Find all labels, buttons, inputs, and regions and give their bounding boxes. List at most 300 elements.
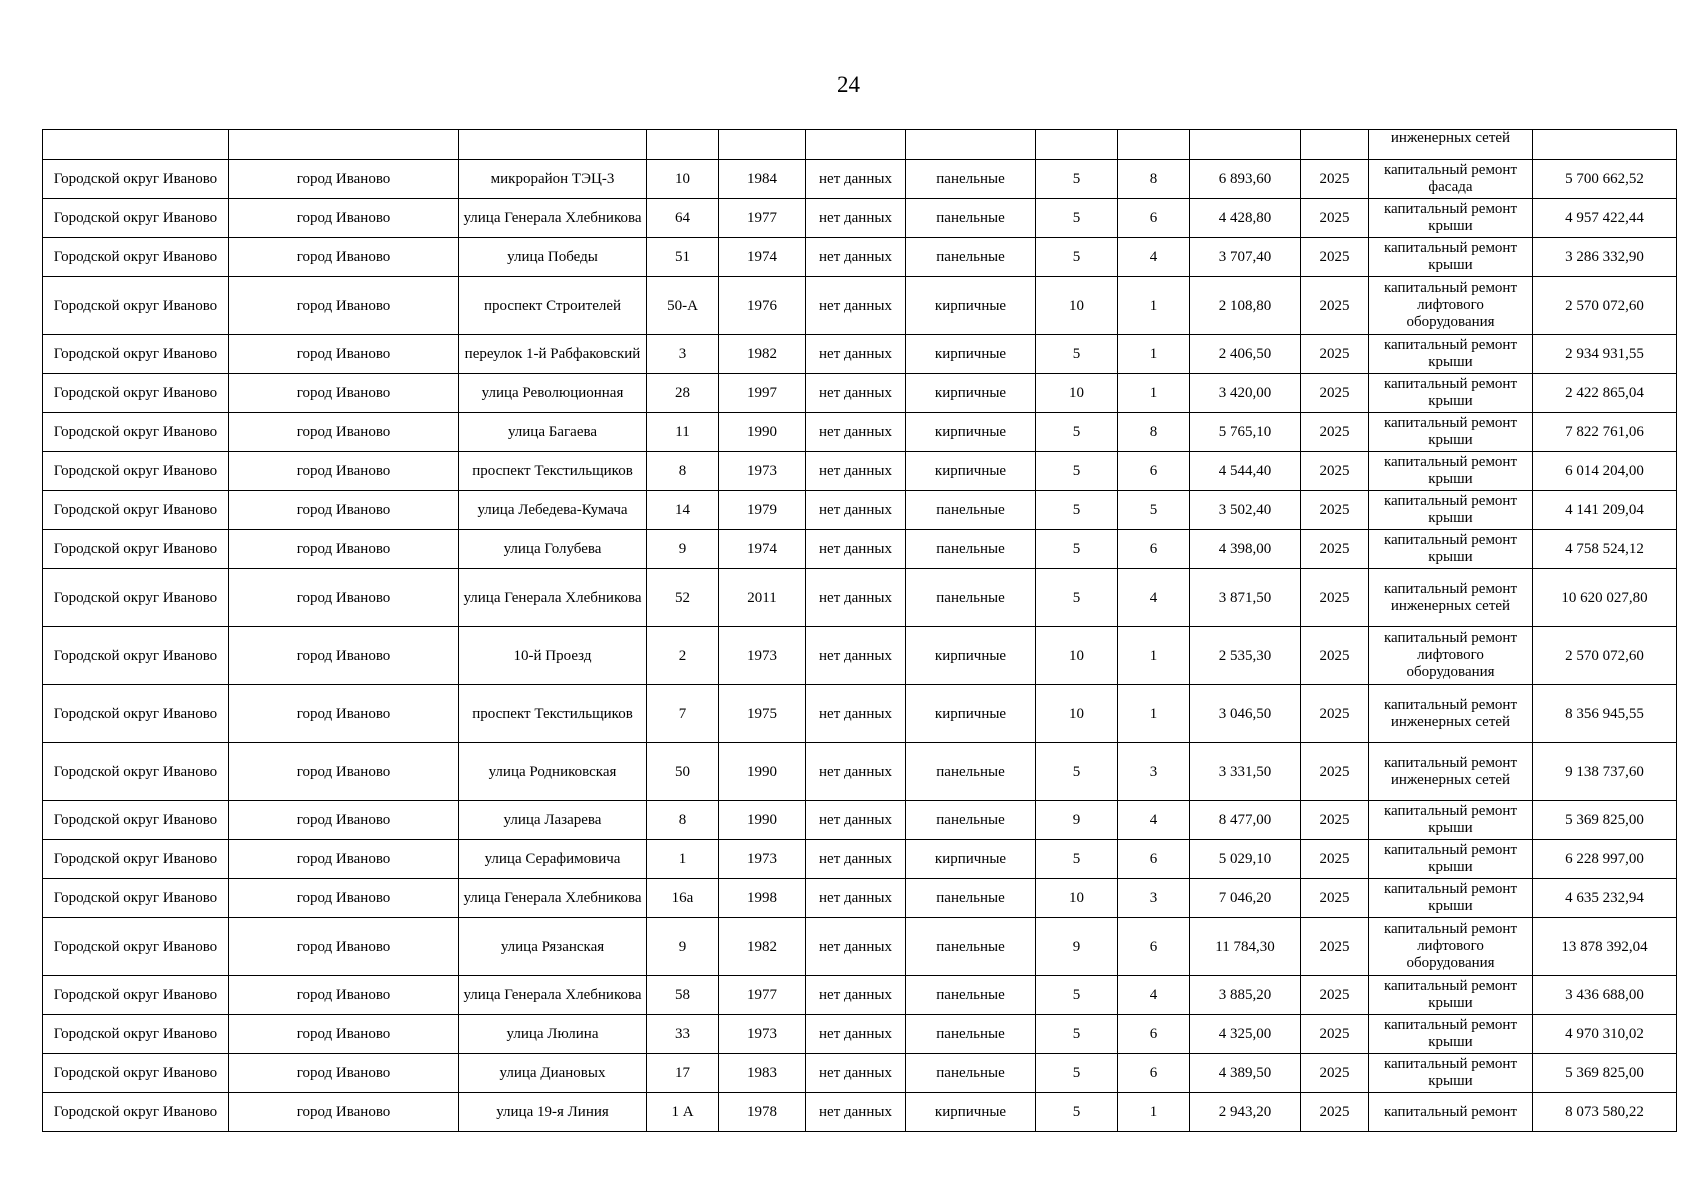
cell-status: нет данных bbox=[806, 976, 906, 1015]
cell-cost: 4 141 209,04 bbox=[1533, 491, 1677, 530]
cell-cost: 4 957 422,44 bbox=[1533, 199, 1677, 238]
cell-area: 3 871,50 bbox=[1190, 569, 1301, 627]
cell-entrances: 8 bbox=[1118, 413, 1190, 452]
cell-district: Городской округ Иваново bbox=[43, 452, 229, 491]
cell-empty bbox=[719, 130, 806, 160]
cell-material: панельные bbox=[906, 918, 1036, 976]
cell-house: 11 bbox=[647, 413, 719, 452]
cell-work-type: капитальный ремонт крыши bbox=[1369, 530, 1533, 569]
cell-city: город Иваново bbox=[229, 743, 459, 801]
cell-floors: 5 bbox=[1036, 199, 1118, 238]
cell-work-type: капитальный ремонт инженерных сетей bbox=[1369, 685, 1533, 743]
cell-plan-year: 2025 bbox=[1301, 1015, 1369, 1054]
cell-empty bbox=[229, 130, 459, 160]
cell-status: нет данных bbox=[806, 160, 906, 199]
cell-city: город Иваново bbox=[229, 976, 459, 1015]
cell-area: 4 389,50 bbox=[1190, 1054, 1301, 1093]
cell-city: город Иваново bbox=[229, 918, 459, 976]
cell-status: нет данных bbox=[806, 1093, 906, 1132]
cell-empty bbox=[43, 130, 229, 160]
cell-work-type: капитальный ремонт лифтового оборудования bbox=[1369, 918, 1533, 976]
table-row bbox=[43, 277, 1677, 335]
table-row bbox=[43, 569, 1677, 627]
table-row bbox=[43, 374, 1677, 413]
cell-year: 1997 bbox=[719, 374, 806, 413]
cell-plan-year: 2025 bbox=[1301, 976, 1369, 1015]
cell-status: нет данных bbox=[806, 1054, 906, 1093]
cell-street: улица Лазарева bbox=[459, 801, 647, 840]
cell-year: 1973 bbox=[719, 452, 806, 491]
table-row bbox=[43, 413, 1677, 452]
table-row bbox=[43, 530, 1677, 569]
cell-house: 33 bbox=[647, 1015, 719, 1054]
cell-cost: 3 286 332,90 bbox=[1533, 238, 1677, 277]
cell-material: панельные bbox=[906, 199, 1036, 238]
cell-cost: 2 570 072,60 bbox=[1533, 627, 1677, 685]
cell-material: панельные bbox=[906, 879, 1036, 918]
cell-material: панельные bbox=[906, 743, 1036, 801]
cell-district: Городской округ Иваново bbox=[43, 569, 229, 627]
cell-cost: 13 878 392,04 bbox=[1533, 918, 1677, 976]
cell-district: Городской округ Иваново bbox=[43, 238, 229, 277]
cell-area: 6 893,60 bbox=[1190, 160, 1301, 199]
cell-cost: 5 700 662,52 bbox=[1533, 160, 1677, 199]
cell-house: 8 bbox=[647, 801, 719, 840]
cell-cost: 5 369 825,00 bbox=[1533, 801, 1677, 840]
cell-street: улица Родниковская bbox=[459, 743, 647, 801]
cell-material: кирпичные bbox=[906, 627, 1036, 685]
cell-empty bbox=[647, 130, 719, 160]
cell-plan-year: 2025 bbox=[1301, 530, 1369, 569]
cell-year: 1990 bbox=[719, 413, 806, 452]
cell-plan-year: 2025 bbox=[1301, 413, 1369, 452]
cell-house: 2 bbox=[647, 627, 719, 685]
table-row bbox=[43, 627, 1677, 685]
cell-material: панельные bbox=[906, 491, 1036, 530]
table-row bbox=[43, 160, 1677, 199]
cell-empty bbox=[1190, 130, 1301, 160]
cell-floors: 5 bbox=[1036, 530, 1118, 569]
cell-city: город Иваново bbox=[229, 569, 459, 627]
cell-area: 3 331,50 bbox=[1190, 743, 1301, 801]
cell-district: Городской округ Иваново bbox=[43, 685, 229, 743]
cell-empty bbox=[459, 130, 647, 160]
cell-street: переулок 1-й Рабфаковский bbox=[459, 335, 647, 374]
cell-status: нет данных bbox=[806, 530, 906, 569]
cell-work-type: капитальный ремонт крыши bbox=[1369, 840, 1533, 879]
cell-house: 10 bbox=[647, 160, 719, 199]
cell-material: кирпичные bbox=[906, 277, 1036, 335]
cell-work-type: капитальный ремонт крыши bbox=[1369, 335, 1533, 374]
cell-year: 1978 bbox=[719, 1093, 806, 1132]
cell-entrances: 4 bbox=[1118, 801, 1190, 840]
cell-city: город Иваново bbox=[229, 1054, 459, 1093]
cell-city: город Иваново bbox=[229, 277, 459, 335]
cell-year: 1974 bbox=[719, 238, 806, 277]
cell-material: кирпичные bbox=[906, 452, 1036, 491]
cell-street: улица Лебедева-Кумача bbox=[459, 491, 647, 530]
cell-city: город Иваново bbox=[229, 801, 459, 840]
cell-street: 10-й Проезд bbox=[459, 627, 647, 685]
cell-city: город Иваново bbox=[229, 530, 459, 569]
cell-street: улица Генерала Хлебникова bbox=[459, 976, 647, 1015]
cell-city: город Иваново bbox=[229, 160, 459, 199]
cell-cost: 4 635 232,94 bbox=[1533, 879, 1677, 918]
table-row bbox=[43, 335, 1677, 374]
cell-area: 4 428,80 bbox=[1190, 199, 1301, 238]
cell-floors: 10 bbox=[1036, 627, 1118, 685]
cell-material: панельные bbox=[906, 1054, 1036, 1093]
cell-entrances: 5 bbox=[1118, 491, 1190, 530]
cell-entrances: 1 bbox=[1118, 1093, 1190, 1132]
cell-street: улица Серафимовича bbox=[459, 840, 647, 879]
cell-status: нет данных bbox=[806, 491, 906, 530]
cell-work-type: капитальный ремонт крыши bbox=[1369, 374, 1533, 413]
cell-year: 2011 bbox=[719, 569, 806, 627]
cell-district: Городской округ Иваново bbox=[43, 413, 229, 452]
cell-plan-year: 2025 bbox=[1301, 627, 1369, 685]
cell-area: 2 108,80 bbox=[1190, 277, 1301, 335]
continued-row bbox=[43, 130, 1677, 160]
cell-house: 64 bbox=[647, 199, 719, 238]
cell-material: панельные bbox=[906, 976, 1036, 1015]
cell-cost: 2 934 931,55 bbox=[1533, 335, 1677, 374]
cell-floors: 5 bbox=[1036, 743, 1118, 801]
cell-street: улица Генерала Хлебникова bbox=[459, 569, 647, 627]
cell-district: Городской округ Иваново bbox=[43, 743, 229, 801]
cell-house: 1 А bbox=[647, 1093, 719, 1132]
cell-city: город Иваново bbox=[229, 374, 459, 413]
cell-cost: 5 369 825,00 bbox=[1533, 1054, 1677, 1093]
cell-year: 1998 bbox=[719, 879, 806, 918]
cell-street: улица Багаева bbox=[459, 413, 647, 452]
cell-floors: 5 bbox=[1036, 452, 1118, 491]
cell-cost: 8 073 580,22 bbox=[1533, 1093, 1677, 1132]
cell-floors: 10 bbox=[1036, 685, 1118, 743]
cell-street: улица Люлина bbox=[459, 1015, 647, 1054]
cell-floors: 10 bbox=[1036, 374, 1118, 413]
cell-plan-year: 2025 bbox=[1301, 879, 1369, 918]
cell-city: город Иваново bbox=[229, 840, 459, 879]
cell-area: 3 885,20 bbox=[1190, 976, 1301, 1015]
cell-plan-year: 2025 bbox=[1301, 1093, 1369, 1132]
cell-work-type: капитальный ремонт крыши bbox=[1369, 413, 1533, 452]
cell-plan-year: 2025 bbox=[1301, 335, 1369, 374]
cell-city: город Иваново bbox=[229, 685, 459, 743]
cell-year: 1977 bbox=[719, 976, 806, 1015]
cell-cost: 8 356 945,55 bbox=[1533, 685, 1677, 743]
cell-material: панельные bbox=[906, 160, 1036, 199]
cell-area: 2 406,50 bbox=[1190, 335, 1301, 374]
cell-floors: 5 bbox=[1036, 491, 1118, 530]
table-row bbox=[43, 1054, 1677, 1093]
housing-repair-table bbox=[42, 129, 1677, 1132]
cell-work-type: капитальный ремонт крыши bbox=[1369, 801, 1533, 840]
cell-entrances: 6 bbox=[1118, 199, 1190, 238]
cell-status: нет данных bbox=[806, 685, 906, 743]
cell-street: улица Голубева bbox=[459, 530, 647, 569]
cell-city: город Иваново bbox=[229, 491, 459, 530]
cell-district: Городской округ Иваново bbox=[43, 530, 229, 569]
cell-street: улица Диановых bbox=[459, 1054, 647, 1093]
cell-status: нет данных bbox=[806, 840, 906, 879]
cell-house: 8 bbox=[647, 452, 719, 491]
cell-area: 3 420,00 bbox=[1190, 374, 1301, 413]
cell-entrances: 6 bbox=[1118, 1054, 1190, 1093]
cell-year: 1976 bbox=[719, 277, 806, 335]
cell-floors: 9 bbox=[1036, 918, 1118, 976]
cell-year: 1990 bbox=[719, 801, 806, 840]
cell-house: 51 bbox=[647, 238, 719, 277]
cell-entrances: 8 bbox=[1118, 160, 1190, 199]
cell-area: 3 707,40 bbox=[1190, 238, 1301, 277]
cell-area: 4 398,00 bbox=[1190, 530, 1301, 569]
cell-entrances: 4 bbox=[1118, 976, 1190, 1015]
cell-floors: 5 bbox=[1036, 335, 1118, 374]
cell-work-type: капитальный ремонт инженерных сетей bbox=[1369, 569, 1533, 627]
cell-status: нет данных bbox=[806, 918, 906, 976]
cell-area: 8 477,00 bbox=[1190, 801, 1301, 840]
cell-entrances: 6 bbox=[1118, 1015, 1190, 1054]
cell-district: Городской округ Иваново bbox=[43, 1054, 229, 1093]
table-row bbox=[43, 452, 1677, 491]
cell-entrances: 1 bbox=[1118, 374, 1190, 413]
table-row bbox=[43, 801, 1677, 840]
cell-status: нет данных bbox=[806, 879, 906, 918]
cell-district: Городской округ Иваново bbox=[43, 335, 229, 374]
cell-entrances: 3 bbox=[1118, 743, 1190, 801]
cell-empty bbox=[906, 130, 1036, 160]
cell-street: улица Победы bbox=[459, 238, 647, 277]
cell-floors: 5 bbox=[1036, 1054, 1118, 1093]
cell-street: улица 19-я Линия bbox=[459, 1093, 647, 1132]
cell-cost: 6 014 204,00 bbox=[1533, 452, 1677, 491]
cell-work-type: капитальный ремонт инженерных сетей bbox=[1369, 743, 1533, 801]
cell-house: 9 bbox=[647, 918, 719, 976]
cell-area: 3 046,50 bbox=[1190, 685, 1301, 743]
cell-district: Городской округ Иваново bbox=[43, 199, 229, 238]
cell-status: нет данных bbox=[806, 238, 906, 277]
cell-district: Городской округ Иваново bbox=[43, 840, 229, 879]
page-number: 24 bbox=[837, 72, 860, 97]
cell-district: Городской округ Иваново bbox=[43, 160, 229, 199]
cell-year: 1990 bbox=[719, 743, 806, 801]
cell-status: нет данных bbox=[806, 801, 906, 840]
cell-district: Городской округ Иваново bbox=[43, 801, 229, 840]
cell-floors: 10 bbox=[1036, 879, 1118, 918]
cell-empty bbox=[1118, 130, 1190, 160]
cell-entrances: 1 bbox=[1118, 335, 1190, 374]
cell-floors: 5 bbox=[1036, 1093, 1118, 1132]
cell-cost: 4 758 524,12 bbox=[1533, 530, 1677, 569]
cell-year: 1982 bbox=[719, 335, 806, 374]
cell-house: 52 bbox=[647, 569, 719, 627]
cell-year: 1979 bbox=[719, 491, 806, 530]
cell-work-type: капитальный ремонт крыши bbox=[1369, 491, 1533, 530]
cell-district: Городской округ Иваново bbox=[43, 1093, 229, 1132]
cell-material: панельные bbox=[906, 238, 1036, 277]
cell-empty bbox=[1301, 130, 1369, 160]
cell-street: проспект Текстильщиков bbox=[459, 685, 647, 743]
table-row bbox=[43, 879, 1677, 918]
cell-cost: 6 228 997,00 bbox=[1533, 840, 1677, 879]
cell-city: город Иваново bbox=[229, 413, 459, 452]
cell-area: 4 325,00 bbox=[1190, 1015, 1301, 1054]
cell-material: панельные bbox=[906, 1015, 1036, 1054]
cell-year: 1984 bbox=[719, 160, 806, 199]
cell-status: нет данных bbox=[806, 374, 906, 413]
cell-status: нет данных bbox=[806, 413, 906, 452]
cell-empty bbox=[806, 130, 906, 160]
table-row bbox=[43, 918, 1677, 976]
cell-house: 1 bbox=[647, 840, 719, 879]
table-body bbox=[43, 130, 1677, 1132]
cell-plan-year: 2025 bbox=[1301, 491, 1369, 530]
cell-plan-year: 2025 bbox=[1301, 918, 1369, 976]
cell-material: панельные bbox=[906, 801, 1036, 840]
table-row bbox=[43, 685, 1677, 743]
cell-street: улица Генерала Хлебникова bbox=[459, 879, 647, 918]
cell-area: 5 029,10 bbox=[1190, 840, 1301, 879]
cell-cost: 3 436 688,00 bbox=[1533, 976, 1677, 1015]
cell-entrances: 6 bbox=[1118, 918, 1190, 976]
cell-floors: 9 bbox=[1036, 801, 1118, 840]
cell-year: 1977 bbox=[719, 199, 806, 238]
cell-city: город Иваново bbox=[229, 627, 459, 685]
cell-material: кирпичные bbox=[906, 335, 1036, 374]
cell-area: 3 502,40 bbox=[1190, 491, 1301, 530]
table-row bbox=[43, 840, 1677, 879]
cell-cost: 2 422 865,04 bbox=[1533, 374, 1677, 413]
table-row bbox=[43, 1015, 1677, 1054]
cell-status: нет данных bbox=[806, 452, 906, 491]
cell-plan-year: 2025 bbox=[1301, 1054, 1369, 1093]
cell-work-type: капитальный ремонт крыши bbox=[1369, 1054, 1533, 1093]
cell-year: 1982 bbox=[719, 918, 806, 976]
cell-material: кирпичные bbox=[906, 1093, 1036, 1132]
cell-street: проспект Строителей bbox=[459, 277, 647, 335]
cell-street: улица Генерала Хлебникова bbox=[459, 199, 647, 238]
cell-house: 9 bbox=[647, 530, 719, 569]
cell-material: кирпичные bbox=[906, 374, 1036, 413]
cell-cost: 2 570 072,60 bbox=[1533, 277, 1677, 335]
cell-district: Городской округ Иваново bbox=[43, 1015, 229, 1054]
cell-status: нет данных bbox=[806, 277, 906, 335]
cell-district: Городской округ Иваново bbox=[43, 976, 229, 1015]
cell-entrances: 6 bbox=[1118, 452, 1190, 491]
cell-district: Городской округ Иваново bbox=[43, 627, 229, 685]
cell-house: 16а bbox=[647, 879, 719, 918]
cell-district: Городской округ Иваново bbox=[43, 491, 229, 530]
cell-work-type: капитальный ремонт крыши bbox=[1369, 879, 1533, 918]
cell-plan-year: 2025 bbox=[1301, 569, 1369, 627]
cell-material: кирпичные bbox=[906, 685, 1036, 743]
table-row bbox=[43, 199, 1677, 238]
cell-material: панельные bbox=[906, 530, 1036, 569]
cell-plan-year: 2025 bbox=[1301, 238, 1369, 277]
cell-area: 7 046,20 bbox=[1190, 879, 1301, 918]
cell-plan-year: 2025 bbox=[1301, 801, 1369, 840]
cell-work-type: капитальный ремонт крыши bbox=[1369, 199, 1533, 238]
cell-status: нет данных bbox=[806, 569, 906, 627]
cell-work-type: капитальный ремонт крыши bbox=[1369, 452, 1533, 491]
cell-year: 1974 bbox=[719, 530, 806, 569]
cell-plan-year: 2025 bbox=[1301, 743, 1369, 801]
cell-year: 1983 bbox=[719, 1054, 806, 1093]
table-row bbox=[43, 491, 1677, 530]
table-row bbox=[43, 238, 1677, 277]
cell-floors: 5 bbox=[1036, 160, 1118, 199]
cell-area: 11 784,30 bbox=[1190, 918, 1301, 976]
cell-material: панельные bbox=[906, 569, 1036, 627]
cell-floors: 5 bbox=[1036, 413, 1118, 452]
cell-area: 4 544,40 bbox=[1190, 452, 1301, 491]
cell-city: город Иваново bbox=[229, 452, 459, 491]
cell-empty bbox=[1036, 130, 1118, 160]
cell-work-type: капитальный ремонт bbox=[1369, 1093, 1533, 1132]
cell-city: город Иваново bbox=[229, 238, 459, 277]
cell-plan-year: 2025 bbox=[1301, 685, 1369, 743]
cell-plan-year: 2025 bbox=[1301, 374, 1369, 413]
cell-floors: 5 bbox=[1036, 238, 1118, 277]
cell-area: 2 943,20 bbox=[1190, 1093, 1301, 1132]
cell-street: микрорайон ТЭЦ-3 bbox=[459, 160, 647, 199]
cell-entrances: 1 bbox=[1118, 685, 1190, 743]
cell-plan-year: 2025 bbox=[1301, 199, 1369, 238]
cell-floors: 10 bbox=[1036, 277, 1118, 335]
cell-city: город Иваново bbox=[229, 335, 459, 374]
cell-plan-year: 2025 bbox=[1301, 277, 1369, 335]
cell-entrances: 4 bbox=[1118, 238, 1190, 277]
cell-status: нет данных bbox=[806, 1015, 906, 1054]
cell-work-type: капитальный ремонт крыши bbox=[1369, 1015, 1533, 1054]
cell-district: Городской округ Иваново bbox=[43, 374, 229, 413]
cell-plan-year: 2025 bbox=[1301, 160, 1369, 199]
cell-entrances: 3 bbox=[1118, 879, 1190, 918]
table-row bbox=[43, 976, 1677, 1015]
cell-status: нет данных bbox=[806, 335, 906, 374]
cell-floors: 5 bbox=[1036, 569, 1118, 627]
cell-year: 1973 bbox=[719, 1015, 806, 1054]
cell-city: город Иваново bbox=[229, 199, 459, 238]
cell-area: 2 535,30 bbox=[1190, 627, 1301, 685]
cell-entrances: 6 bbox=[1118, 530, 1190, 569]
cell-work-type: капитальный ремонт крыши bbox=[1369, 976, 1533, 1015]
cell-house: 58 bbox=[647, 976, 719, 1015]
cell-street: улица Рязанская bbox=[459, 918, 647, 976]
cell-house: 14 bbox=[647, 491, 719, 530]
cell-floors: 5 bbox=[1036, 976, 1118, 1015]
cell-cost: 10 620 027,80 bbox=[1533, 569, 1677, 627]
cell-work-type: капитальный ремонт лифтового оборудования bbox=[1369, 627, 1533, 685]
cell-cost: 4 970 310,02 bbox=[1533, 1015, 1677, 1054]
cell-material: кирпичные bbox=[906, 413, 1036, 452]
cell-city: город Иваново bbox=[229, 1015, 459, 1054]
cell-city: город Иваново bbox=[229, 1093, 459, 1132]
cell-floors: 5 bbox=[1036, 1015, 1118, 1054]
cell-cost: 9 138 737,60 bbox=[1533, 743, 1677, 801]
cell-house: 28 bbox=[647, 374, 719, 413]
cell-district: Городской округ Иваново bbox=[43, 277, 229, 335]
cell-work-type: инженерных сетей bbox=[1369, 130, 1533, 160]
cell-status: нет данных bbox=[806, 743, 906, 801]
cell-year: 1973 bbox=[719, 840, 806, 879]
cell-material: кирпичные bbox=[906, 840, 1036, 879]
cell-entrances: 6 bbox=[1118, 840, 1190, 879]
cell-house: 17 bbox=[647, 1054, 719, 1093]
cell-house: 50 bbox=[647, 743, 719, 801]
cell-empty bbox=[1533, 130, 1677, 160]
